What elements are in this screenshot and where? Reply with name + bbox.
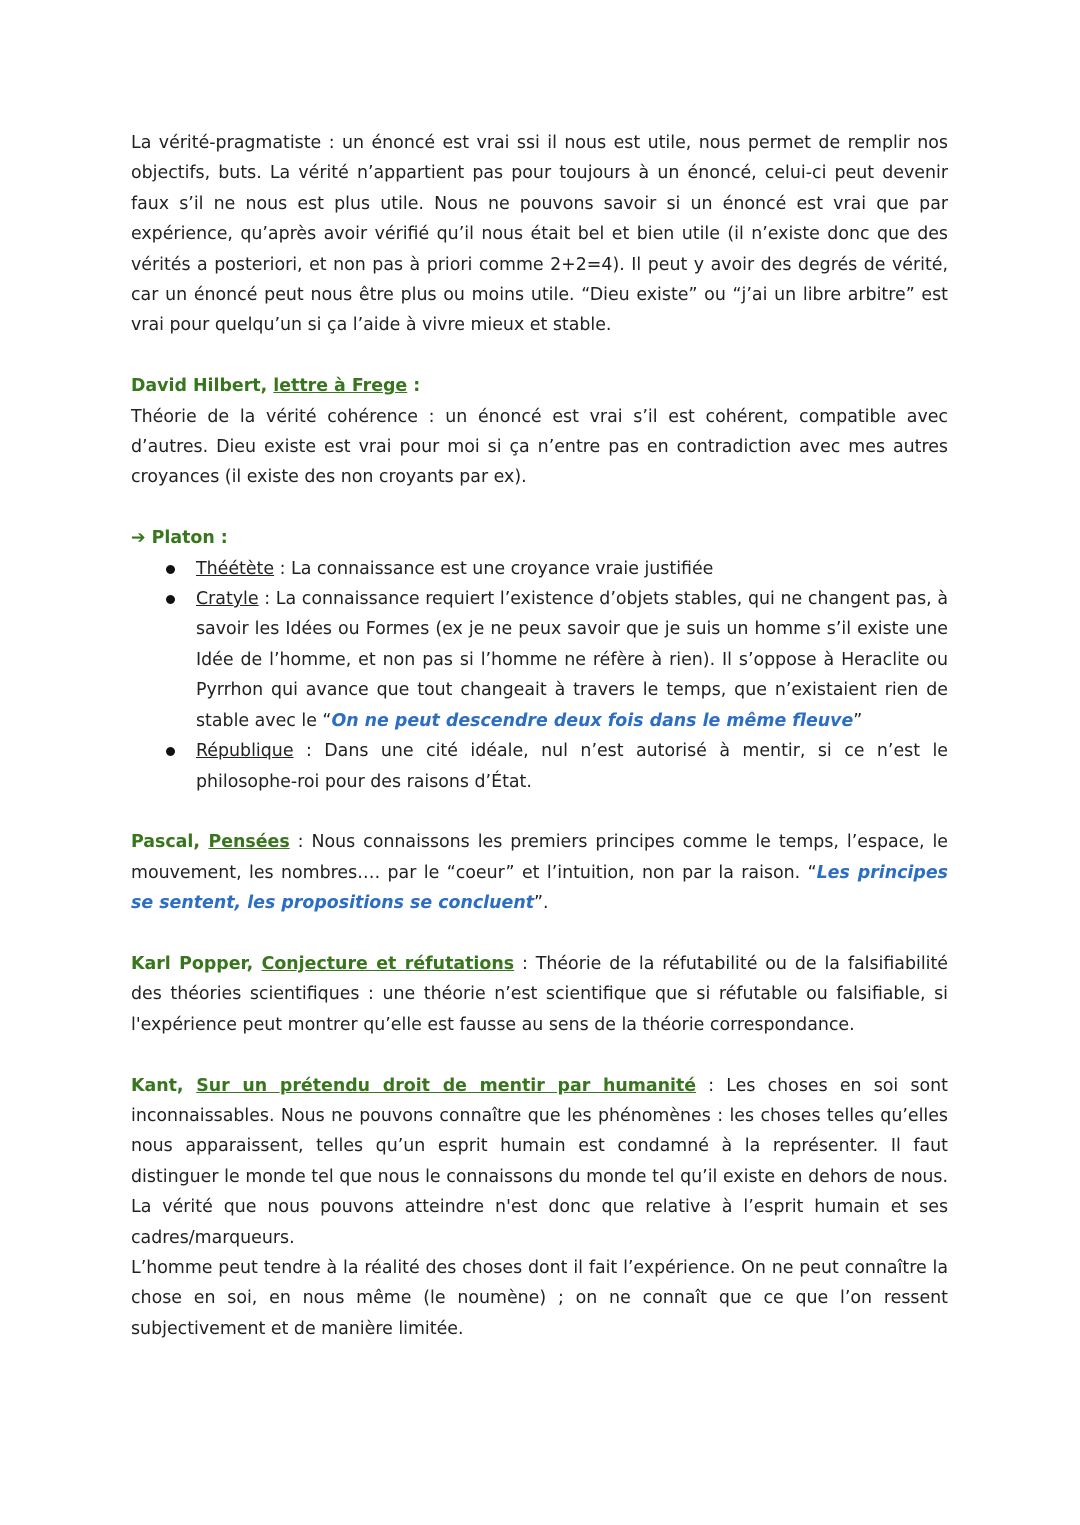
bullet-icon [166, 747, 175, 756]
kant-paragraph-2: L’homme peut tendre à la réalité des choses dont il fait l’expérience. On ne peut connaître la chose en soi, en nous même (le noumène) ; on ne connaît que ce que l’on ressent subjectivement et de manière limitée. [131, 1257, 948, 1339]
platon-item-republique [196, 736, 948, 797]
hilbert-paragraph: Théorie de la vérité cohérence : un énoncé est vrai s’il est cohérent, compatible avec d’autres. Dieu existe est vrai pour moi si ça n’entre pas en contradiction avec mes autres croyances (il existe des non croyants par ex). [131, 406, 948, 488]
pascal-quote: Les principes se sentent, les propositions se concluent [131, 862, 948, 914]
item-text: : La connaissance requiert l’existence d’objets stables, qui ne changent pas, à savoir les Idées ou Formes (ex je ne peux savoir que je suis un homme s’il existe une Idée de l’homme, et non pas si l’homme ne réfère à rien). Il s’oppose à Heraclite ou Pyrrhon qui avance que tout changeait à travers le temps, que n’existaient rien de stable avec le “ [196, 589, 948, 731]
pascal-paragraph [131, 827, 948, 918]
kant-author: Kant, [131, 1075, 197, 1096]
document-body [131, 128, 948, 1344]
popper-author: Karl Popper, [131, 953, 262, 974]
heraclite-quote: On ne peut descendre deux fois dans le même fleuve [331, 710, 854, 731]
hilbert-heading [131, 371, 948, 401]
popper-work-title: Conjecture et réfutations [261, 953, 515, 974]
kant-paragraph [131, 1071, 948, 1253]
item-text: : La connaissance est une croyance vraie justifiée [274, 558, 714, 579]
popper-paragraph [131, 949, 948, 1040]
pragmatist-paragraph: La vérité-pragmatiste : un énoncé est vrai ssi il nous est utile, nous permet de remplir nos objectifs, buts. La vérité n’appartient pas pour toujours à un énoncé, celui-ci peut devenir faux s’il ne nous est plus utile. Nous ne pouvons savoir si un énoncé est vrai que par expérience, qu’après avoir vérifié qu’il nous était bel et bien utile (il n’existe donc que des vérités a posteriori, et non pas à priori comme 2+2=4). Il peut y avoir des degrés de vérité, car un énoncé peut nous être plus ou moins utile. “Dieu existe” ou “j’ai un libre arbitre” est vrai pour quelqu’un si ça l’aide à vivre mieux et stable. [131, 133, 948, 336]
paragraph-gap [131, 341, 948, 371]
bullet-icon [166, 595, 175, 604]
paragraph-gap [131, 1040, 948, 1070]
paragraph-gap [131, 797, 948, 827]
kant-work-title: Sur un prétendu droit de mentir par humanité [196, 1075, 697, 1096]
work-title: Cratyle [196, 589, 259, 610]
bullet-icon [166, 565, 175, 574]
quote-end: ” [853, 710, 863, 731]
paragraph-gap [131, 493, 948, 523]
hilbert-author: David Hilbert, [131, 376, 274, 397]
platon-list [131, 554, 948, 797]
popper-text: : Théorie de la réfutabilité ou de la falsifiabilité des théories scientifiques : une théorie n’est scientifique que si réfutable ou falsifiable, si l'expérience peut montrer qu’elle est fausse au sens de la théorie correspondance. [131, 953, 948, 1035]
platon-item-cratyle [196, 584, 948, 736]
paragraph-gap [131, 919, 948, 949]
kant-text: : Les choses en soi sont inconnaissables. Nous ne pouvons connaître que les phénomènes : les choses telles qu’elles nous apparaissent, telles qu’un esprit humain est condamné à la représenter. Il faut distinguer le monde tel que nous le connaissons du monde tel qu’il existe en dehors de nous. La vérité que nous pouvons atteindre n'est donc que relative à l’esprit humain et ses cadres/marqueurs. [131, 1075, 948, 1248]
item-text: : Dans une cité idéale, nul n’est autorisé à mentir, si ce n’est le philosophe-roi pour des raisons d’État. [196, 741, 948, 792]
platon-item-theetete [196, 554, 948, 584]
pascal-work-title: Pensées [208, 832, 290, 853]
pascal-text: : Nous connaissons les premiers principes comme le temps, l’espace, le mouvement, les nombres…. par le “coeur” et l’intuition, non par la raison. “ [131, 832, 948, 883]
pascal-author: Pascal, [131, 832, 209, 853]
pascal-quote-end: ”. [534, 893, 549, 914]
work-title: Théétète [196, 558, 275, 579]
hilbert-work-title: lettre à Frege [273, 376, 408, 397]
work-title: République [196, 741, 294, 762]
hilbert-colon: : [407, 376, 421, 397]
platon-heading: ➔ Platon : [131, 528, 228, 549]
